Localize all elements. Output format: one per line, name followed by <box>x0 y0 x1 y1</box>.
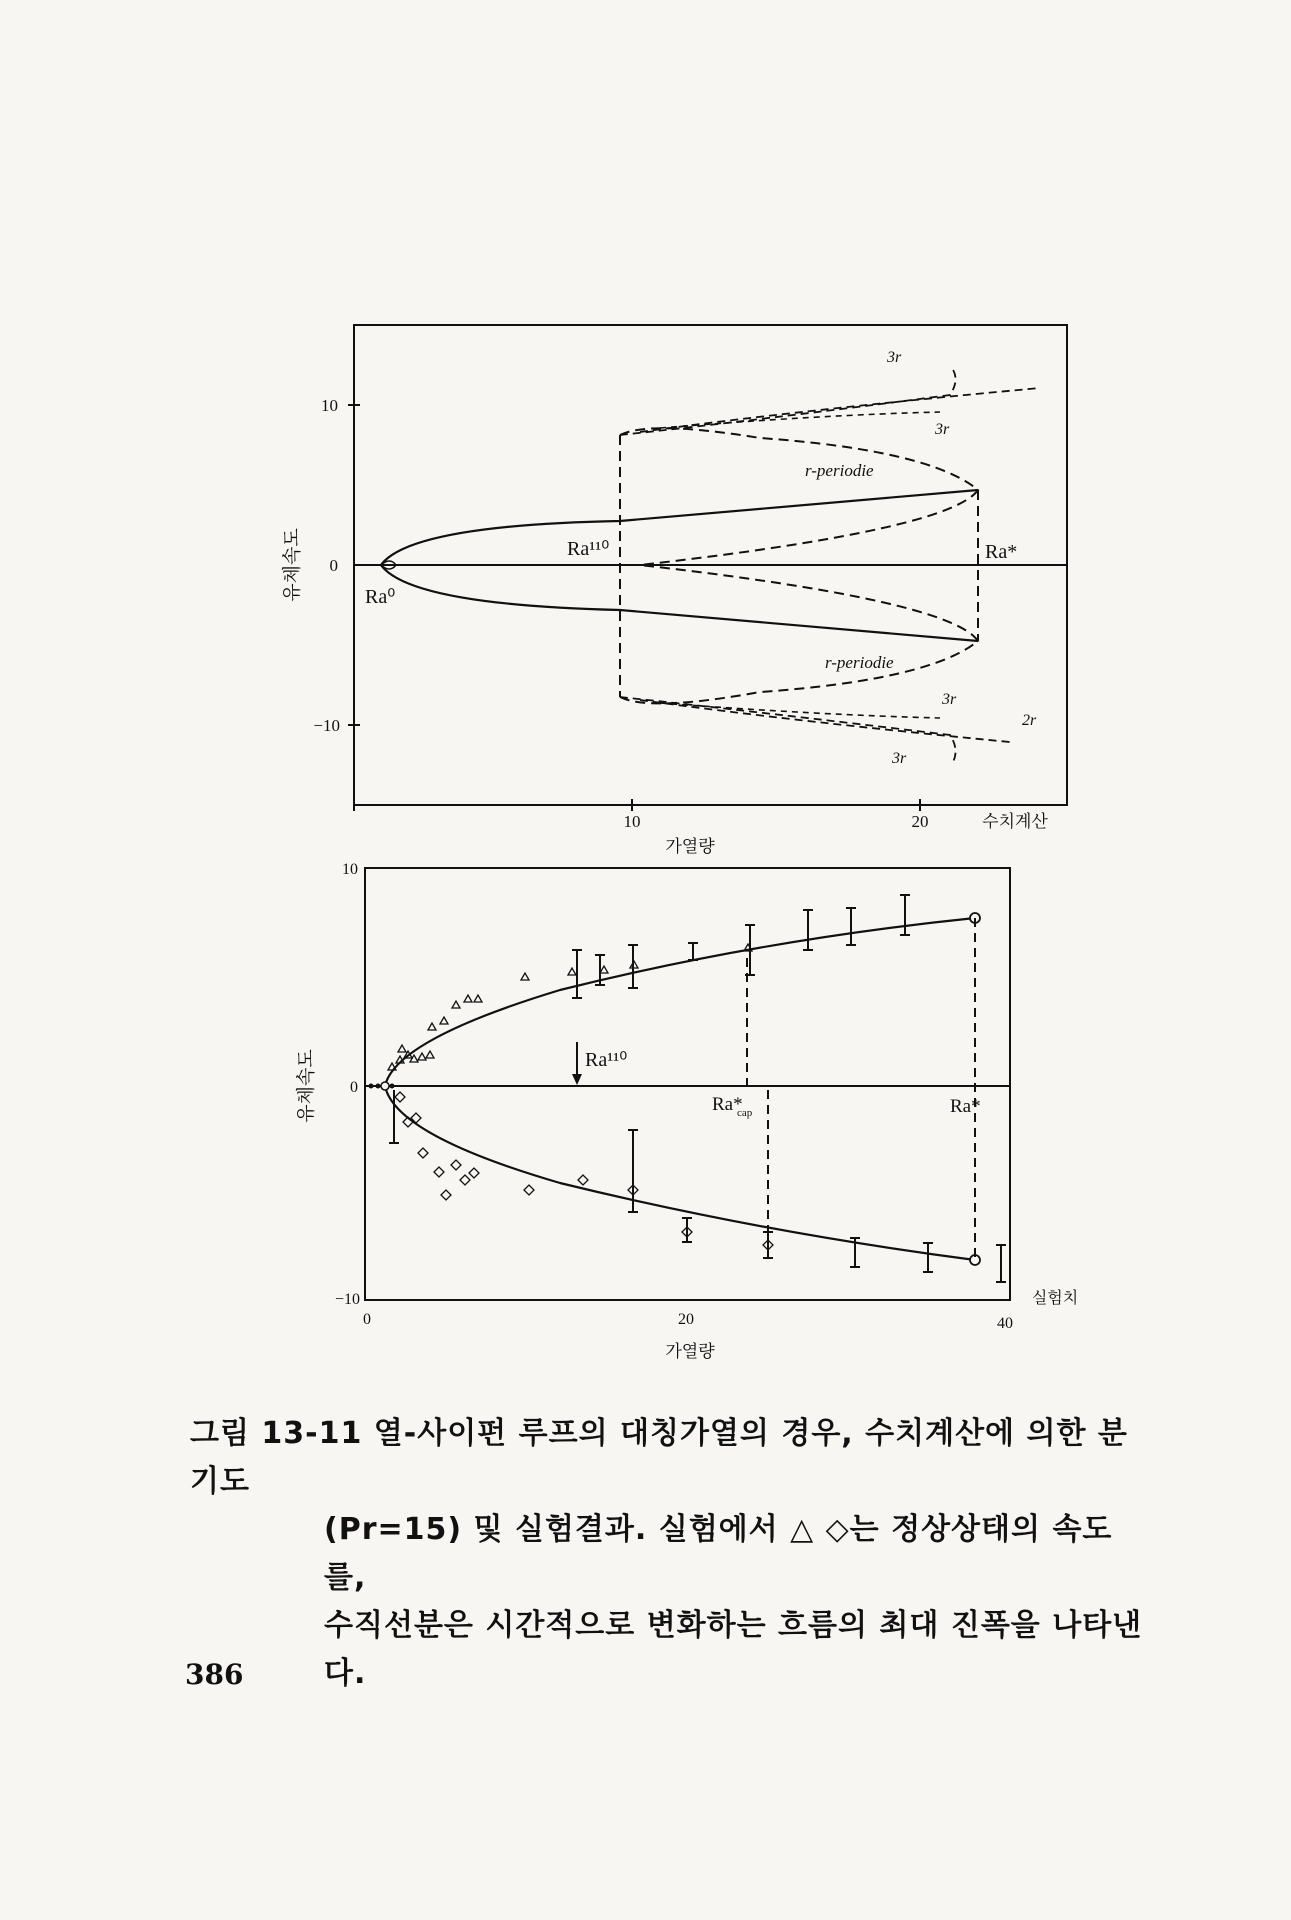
label-ra-star: Ra* <box>985 541 1018 563</box>
corner-label-numerical: 수치계산 <box>982 812 1048 832</box>
x-axis-label-bottom: 가열량 <box>665 1342 715 1362</box>
y-tick-minus10: −10 <box>313 716 340 735</box>
x-tick-0: 0 <box>363 1311 371 1328</box>
caption-line-2: (Pr=15) 및 실험결과. 실험에서 △ ◇는 정상상태의 속도를, <box>324 1512 1113 1595</box>
y-tick-10: 10 <box>342 861 358 878</box>
steady-branch-lower <box>385 1086 975 1260</box>
diamond-markers <box>395 1092 773 1250</box>
label-ra-cap-sub: cap <box>737 1107 753 1119</box>
y-tick-0: 0 <box>329 556 338 575</box>
x-tick-20: 20 <box>678 1311 694 1328</box>
label-r-periodic-upper: r-periodie <box>805 461 874 480</box>
figure-caption <box>190 1410 1150 1698</box>
caption-line-1: 그림 13-11 열-사이펀 루프의 대칭가열의 경우, 수치계산에 의한 분기도 <box>190 1416 1128 1499</box>
error-bars-lower <box>389 1090 1006 1282</box>
label-ra110-bottom: Ra¹¹⁰ <box>585 1049 628 1071</box>
corner-label-experimental: 실험치 <box>1031 1288 1079 1307</box>
label-3r-lower-mid: 3r <box>942 691 957 708</box>
label-r-periodic-lower: r-periodie <box>825 653 894 672</box>
error-bars-upper <box>572 895 910 998</box>
y-axis-label-bottom: 유체속도 <box>295 1049 317 1123</box>
y-tick-minus10: −10 <box>334 1291 360 1308</box>
label-3r-top: 3r <box>887 349 902 366</box>
label-ra-star-bottom: Ra* <box>950 1096 981 1117</box>
y-tick-10: 10 <box>321 396 338 415</box>
y-tick-0: 0 <box>350 1079 358 1096</box>
label-2r: 2r <box>1022 712 1037 729</box>
label-ra0: Ra⁰ <box>365 586 396 608</box>
label-ra-cap: Ra* <box>712 1094 743 1115</box>
x-tick-40: 40 <box>997 1315 1013 1332</box>
x-axis-label-top: 가열량 <box>665 837 715 857</box>
x-tick-20: 20 <box>911 812 929 831</box>
triangle-markers <box>388 944 752 1070</box>
caption-line-3: 수직선분은 시간적으로 변화하는 흐름의 최대 진폭을 나타낸다. <box>324 1608 1143 1691</box>
y-axis-label-top: 유체속도 <box>281 528 303 602</box>
x-tick-10: 10 <box>623 812 641 831</box>
page-number: 386 <box>185 1658 244 1691</box>
label-ra110: Ra¹¹⁰ <box>567 538 610 560</box>
label-3r-upper-mid: 3r <box>935 421 950 438</box>
label-3r-bottom: 3r <box>892 750 907 767</box>
